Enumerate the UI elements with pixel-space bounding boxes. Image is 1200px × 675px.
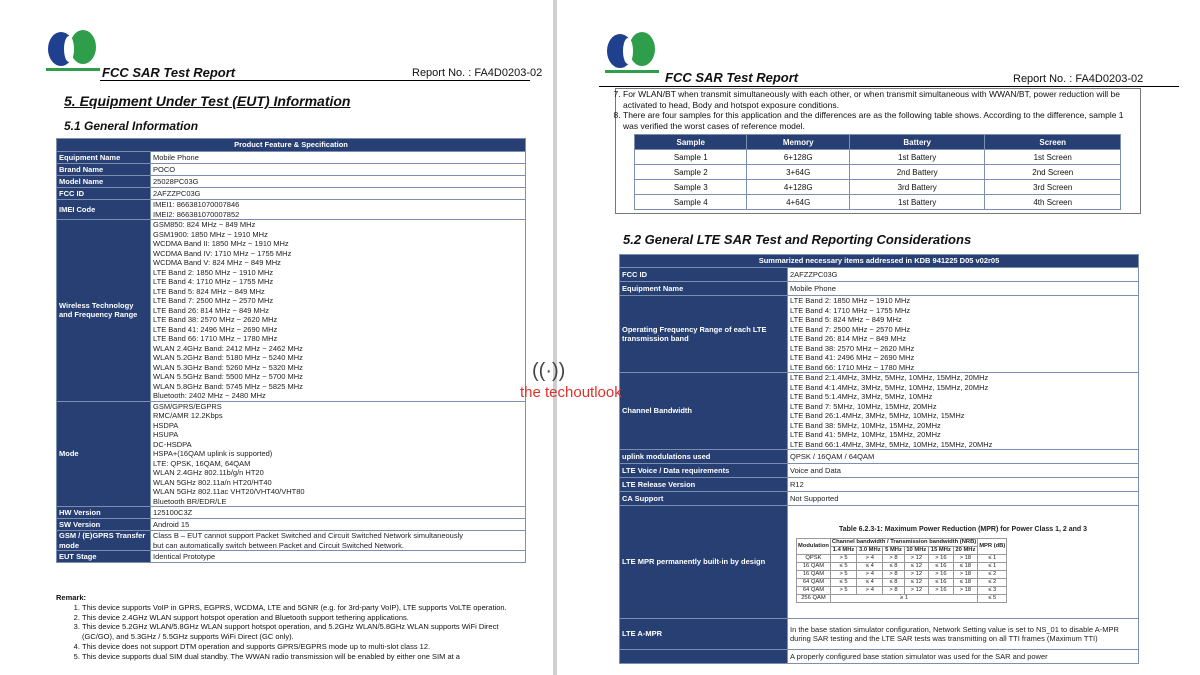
freq-line: LTE Band 4: 1710 MHz ~ 1755 MHz: [153, 277, 274, 286]
mpr-cell: 16 QAM: [797, 571, 831, 579]
freq-line: WCDMA Band V: 824 MHz ~ 849 MHz: [153, 258, 281, 267]
mpr-cell: 16 QAM: [797, 563, 831, 571]
mode-line: HSDPA: [153, 420, 179, 430]
signal-icon: ((·)): [532, 360, 566, 382]
row-key: SW Version: [57, 519, 151, 531]
row-key: Equipment Name: [620, 282, 788, 296]
row-key: LTE MPR permanently built-in by design: [620, 506, 788, 619]
mpr-cell: > 18: [953, 555, 978, 563]
mpr-cell: > 4: [857, 555, 883, 563]
mpr-cell: ≤ 5: [830, 579, 856, 587]
freq-line: WCDMA Band IV: 1710 MHz ~ 1755 MHz: [153, 248, 292, 258]
row-key: [620, 650, 788, 664]
cell: Sample 4: [635, 195, 747, 210]
remark-item: 2. This device 2.4GHz WLAN support hotspot operation and Bluetooth support tethering applications.: [82, 613, 526, 623]
bandwidth-line: LTE Band 26:1.4MHz, 3MHz, 5MHz, 10MHz, 15MHz: [790, 411, 965, 420]
col-header: Memory: [747, 135, 849, 150]
cell: 3+64G: [747, 165, 849, 180]
mpr-row: [797, 563, 1007, 571]
freq-line: LTE Band 66: 1710 MHz ~ 1780 MHz: [153, 334, 278, 343]
mpr-cell: > 8: [883, 587, 904, 595]
mpr-cell: ≤ 4: [857, 579, 883, 587]
bw-header: 1.4 MHz: [830, 547, 856, 555]
notes: [605, 89, 1137, 131]
row-key: Mode: [57, 401, 151, 507]
imei-values: [151, 200, 526, 220]
row-value: 2AFZZPC03G: [151, 188, 526, 200]
freq-line: LTE Band 26: 814 MHz ~ 849 MHz: [153, 305, 269, 315]
mpr-col-header: Channel bandwidth / Transmission bandwidth (NRB): [831, 539, 977, 546]
mpr-cell: > 16: [929, 555, 954, 563]
mpr-cell: 64 QAM: [797, 579, 831, 587]
freq-line: LTE Band 7: 2500 MHz ~ 2570 MHz: [153, 296, 274, 305]
row-value: In the base station simulator configuration, Network Setting value is set to NS_01 to disable A-MPR during SAR testing and the LTE SAR tests was transmitting on all TTI frames (Maximum TTI): [788, 619, 1139, 650]
mpr-cell: > 18: [953, 587, 978, 595]
mpr-cell: > 4: [857, 587, 883, 595]
freq-line: Bluetooth: 2402 MHz ~ 2480 MHz: [153, 391, 266, 400]
bandwidth-values: [788, 373, 1139, 450]
mpr-cell: ≤ 4: [857, 563, 883, 571]
cell: 1st Battery: [849, 195, 985, 210]
freq-line: LTE Band 38: 2570 MHz ~ 2620 MHz: [153, 315, 278, 324]
freq-line: LTE Band 5: 824 MHz ~ 849 MHz: [790, 315, 902, 324]
mpr-cell: ≤ 5: [978, 595, 1007, 603]
mode-line: Bluetooth BR/EDR/LE: [153, 496, 227, 506]
mpr-col-header: MPR (dB): [978, 539, 1007, 555]
col-header: Battery: [849, 135, 985, 150]
freq-line: LTE Band 41: 2496 MHz ~ 2690 MHz: [790, 353, 915, 362]
cell: 3rd Screen: [985, 180, 1121, 195]
table-title: Summarized necessary items addressed in KDB 941225 D05 v02r05: [620, 255, 1139, 268]
row-key: FCC ID: [57, 188, 151, 200]
mpr-cell: ≤ 2: [978, 579, 1007, 587]
mpr-cell: ≤ 8: [883, 579, 904, 587]
mpr-cell: > 16: [929, 571, 954, 579]
right-page: [557, 0, 1200, 675]
note-item: 7. For WLAN/BT when transmit simultaneously with each other, or when transmit simultaneous with WWAN/BT, power reduction will be activated to head, Body and hotspot exposure conditions.: [623, 89, 1137, 110]
row-key: EUT Stage: [57, 551, 151, 563]
bandwidth-line: LTE Band 5:1.4MHz, 3MHz, 5MHz, 10MHz: [790, 392, 933, 401]
mpr-row: [797, 587, 1007, 595]
freq-line: GSM1900: 1850 MHz ~ 1910 MHz: [153, 229, 268, 239]
bw-header: 20 MHz: [953, 547, 978, 555]
mode-line: GSM/GPRS/EGPRS: [153, 401, 222, 411]
cell: Sample 1: [635, 150, 747, 165]
watermark-text: the techoutlook: [520, 384, 622, 401]
mpr-row: [797, 595, 1007, 603]
bw-header: 15 MHz: [929, 547, 954, 555]
freq-line: LTE Band 38: 2570 MHz ~ 2620 MHz: [790, 343, 915, 353]
row-key: Brand Name: [57, 164, 151, 176]
cell: Sample 3: [635, 180, 747, 195]
row-value: Android 15: [151, 519, 526, 531]
mpr-cell: 256 QAM: [797, 595, 831, 603]
row-value: 2AFZZPC03G: [788, 268, 1139, 282]
mpr-cell: ≤ 5: [830, 563, 856, 571]
mode-line: LTE: QPSK, 16QAM, 64QAM: [153, 458, 251, 468]
bw-header: 3.0 MHz: [857, 547, 883, 555]
row-value: POCO: [151, 164, 526, 176]
section-title: 5.2 General LTE SAR Test and Reporting Considerations: [623, 232, 972, 247]
row-key: FCC ID: [620, 268, 788, 282]
mode-line: RMC/AMR 12.2Kbps: [153, 411, 223, 420]
mpr-row: [797, 571, 1007, 579]
row-key: IMEI Code: [57, 200, 151, 220]
mpr-cell: ≤ 3: [978, 587, 1007, 595]
row-value: Not Supported: [788, 492, 1139, 506]
mpr-cell: ≤ 8: [883, 563, 904, 571]
table-row: [635, 180, 1121, 195]
cell: 3rd Battery: [849, 180, 985, 195]
remark-item: 4. This device does not support DTM operation and supports GPRS/EGPRS mode up to multi-slot class 12.: [82, 642, 526, 652]
freq-line: WLAN 2.4GHz Band: 2412 MHz ~ 2462 MHz: [153, 343, 303, 353]
report-title: FCC SAR Test Report: [102, 65, 236, 80]
mpr-cell: ≤ 18: [953, 579, 978, 587]
imei-line: IMEI1: 866381070007846: [153, 200, 240, 209]
freq-line: WLAN 5.8GHz Band: 5745 MHz ~ 5825 MHz: [153, 381, 303, 391]
remark-item: 5. This device supports dual SIM dual standby. The WWAN radio transmission will be enabled by either one SIM at a: [82, 652, 526, 662]
lte-considerations-table: [619, 254, 1139, 664]
mpr-cell: > 5: [830, 587, 856, 595]
mpr-cell: 64 QAM: [797, 587, 831, 595]
report-number: Report No. : FA4D0203-02: [1013, 73, 1144, 85]
row-value: QPSK / 16QAM / 64QAM: [788, 450, 1139, 464]
cell: 4th Screen: [985, 195, 1121, 210]
mode-line: WLAN 5GHz 802.11a/n HT20/HT40: [153, 477, 272, 487]
mpr-cell: ≤ 1: [978, 555, 1007, 563]
imei-line: IMEI2: 866381070007852: [153, 209, 240, 219]
mode-line: HSPA+(16QAM uplink is supported): [153, 449, 273, 458]
mpr-cell: > 18: [953, 571, 978, 579]
cell: 6+128G: [747, 150, 849, 165]
mpr-cell: ≤ 12: [904, 579, 929, 587]
row-key: Model Name: [57, 176, 151, 188]
mpr-cell: [788, 506, 1139, 619]
row-key: Wireless Technology and Frequency Range: [57, 220, 151, 402]
report-number: Report No. : FA4D0203-02: [412, 67, 543, 79]
freq-line: LTE Band 2: 1850 MHz ~ 1910 MHz: [153, 267, 274, 277]
section-title: 5. Equipment Under Test (EUT) Information: [64, 93, 351, 109]
mpr-cell: ≤ 12: [904, 563, 929, 571]
remarks: [56, 593, 526, 662]
freq-line: LTE Band 2: 1850 MHz ~ 1910 MHz: [790, 296, 911, 305]
left-page: [0, 0, 553, 675]
freq-line: LTE Band 41: 2496 MHz ~ 2690 MHz: [153, 324, 278, 334]
mpr-row: [797, 579, 1007, 587]
table-row: [635, 165, 1121, 180]
mpr-cell: QPSK: [797, 555, 831, 563]
mpr-cell: > 12: [904, 571, 929, 579]
row-key: LTE Release Version: [620, 478, 788, 492]
header-rule: [599, 86, 1179, 87]
mode-values: [151, 401, 526, 507]
sample-table: [634, 134, 1121, 210]
mpr-cell: ≤ 2: [978, 571, 1007, 579]
product-spec-table: [56, 138, 526, 563]
bandwidth-line: LTE Band 41: 5MHz, 10MHz, 15MHz, 20MHz: [790, 430, 941, 439]
cell: 1st Screen: [985, 150, 1121, 165]
freq-range-values: [788, 296, 1139, 373]
mode-line: WLAN 5GHz 802.11ac VHT20/VHT40/VHT80: [153, 487, 305, 496]
row-value: 25028PC03G: [151, 176, 526, 188]
bandwidth-line: LTE Band 7: 5MHz, 10MHz, 15MHz, 20MHz: [790, 401, 937, 411]
report-title: FCC SAR Test Report: [665, 70, 799, 85]
row-key: CA Support: [620, 492, 788, 506]
row-value: Mobile Phone: [788, 282, 1139, 296]
mpr-cell: > 5: [830, 555, 856, 563]
mpr-cell: ≤ 1: [978, 563, 1007, 571]
bandwidth-line: LTE Band 4:1.4MHz, 3MHz, 5MHz, 10MHz, 15MHz, 20MHz: [790, 382, 989, 392]
bandwidth-line: LTE Band 38: 5MHz, 10MHz, 15MHz, 20MHz: [790, 420, 941, 430]
row-value: Identical Prototype: [151, 551, 526, 563]
wireless-values: [151, 220, 526, 402]
mpr-cell: ≤ 18: [953, 563, 978, 571]
gsm-mode-line: Class B – EUT cannot support Packet Switched and Circuit Switched Network simultaneously: [153, 531, 464, 540]
cell: 2nd Battery: [849, 165, 985, 180]
bandwidth-line: LTE Band 2:1.4MHz, 3MHz, 5MHz, 10MHz, 15MHz, 20MHz: [790, 373, 989, 382]
row-key: Equipment Name: [57, 152, 151, 164]
mpr-cell: > 12: [904, 555, 929, 563]
freq-line: WCDMA Band II: 1850 MHz ~ 1910 MHz: [153, 239, 289, 248]
row-value: A properly configured base station simulator was used for the SAR and power: [788, 650, 1139, 664]
cell: 4+128G: [747, 180, 849, 195]
row-key: uplink modulations used: [620, 450, 788, 464]
mpr-cell: ≤ 16: [929, 563, 954, 571]
remark-item: 3. This device 5.2GHz WLAN/5.8GHz WLAN support hotspot operation, and 5.2GHz WLAN/5.8GHz WLAN supports WiFi Direct (GC/GO), and 5.3GHz / 5.5GHz supports WiFi Direct (GC only).: [82, 622, 526, 642]
mpr-cell: ≤ 16: [929, 579, 954, 587]
mpr-cell: > 5: [830, 571, 856, 579]
freq-line: WLAN 5.3GHz Band: 5260 MHz ~ 5320 MHz: [153, 362, 303, 372]
table-row: [635, 150, 1121, 165]
col-header: Screen: [985, 135, 1121, 150]
row-key: LTE Voice / Data requirements: [620, 464, 788, 478]
cell: 2nd Screen: [985, 165, 1121, 180]
subsection-title: 5.1 General Information: [64, 119, 199, 133]
freq-line: LTE Band 66: 1710 MHz ~ 1780 MHz: [790, 362, 915, 372]
mpr-cell: > 8: [883, 571, 904, 579]
freq-line: LTE Band 26: 814 MHz ~ 849 MHz: [790, 334, 906, 343]
freq-line: LTE Band 5: 824 MHz ~ 849 MHz: [153, 286, 265, 296]
mpr-col-header: Modulation: [797, 539, 831, 555]
row-key: Channel Bandwidth: [620, 373, 788, 450]
mpr-cell: > 16: [929, 587, 954, 595]
remarks-title: Remark:: [56, 593, 87, 602]
row-value: 125100C3Z: [151, 507, 526, 519]
mpr-cell: > 12: [904, 587, 929, 595]
freq-line: GSM850: 824 MHz ~ 849 MHz: [153, 220, 256, 229]
cell: 4+64G: [747, 195, 849, 210]
mpr-cell: ≥ 1: [830, 595, 977, 603]
gsm-mode-line: but can automatically switch between Packet and Circuit Switched Network.: [153, 540, 404, 550]
row-value: Mobile Phone: [151, 152, 526, 164]
row-key: LTE A-MPR: [620, 619, 788, 650]
col-header: Sample: [635, 135, 747, 150]
note-item: 8. There are four samples for this application and the differences are as the following table shows. According to the difference, sample 1 was verified the worst cases of reference model.: [623, 110, 1137, 131]
header-rule: [100, 80, 530, 81]
freq-line: WLAN 5.5GHz Band: 5500 MHz ~ 5700 MHz: [153, 372, 303, 381]
bw-header: 5 MHz: [883, 547, 904, 555]
mpr-cell: > 4: [857, 571, 883, 579]
mpr-cell: > 8: [883, 555, 904, 563]
row-value: Voice and Data: [788, 464, 1139, 478]
table-row: [635, 195, 1121, 210]
mpr-table-wrap: [790, 525, 1136, 604]
mode-line: DC-HSDPA: [153, 439, 192, 449]
gsm-mode-values: [151, 531, 526, 551]
mpr-table: [796, 538, 1007, 603]
row-key: HW Version: [57, 507, 151, 519]
bw-header: 10 MHz: [904, 547, 929, 555]
mode-line: WLAN 2.4GHz 802.11b/g/n HT20: [153, 468, 264, 477]
table-title: Product Feature & Specification: [57, 139, 526, 152]
cell: Sample 2: [635, 165, 747, 180]
mpr-table-title: Table 6.2.3-1: Maximum Power Reduction (MPR) for Power Class 1, 2 and 3: [838, 525, 1088, 533]
freq-line: WLAN 5.2GHz Band: 5180 MHz ~ 5240 MHz: [153, 353, 303, 362]
bandwidth-line: LTE Band 66:1.4MHz, 3MHz, 5MHz, 10MHz, 15MHz, 20MHz: [790, 439, 993, 449]
mpr-row: [797, 555, 1007, 563]
company-logo: [46, 28, 100, 74]
freq-line: LTE Band 7: 2500 MHz ~ 2570 MHz: [790, 324, 911, 334]
row-key: GSM / (E)GPRS Transfer mode: [57, 531, 151, 551]
cell: 1st Battery: [849, 150, 985, 165]
freq-line: LTE Band 4: 1710 MHz ~ 1755 MHz: [790, 305, 911, 315]
row-key: Operating Frequency Range of each LTE transmission band: [620, 296, 788, 373]
company-logo: [605, 30, 659, 76]
watermark: [520, 360, 650, 420]
mode-line: HSUPA: [153, 430, 179, 439]
remark-item: 1. This device supports VoIP in GPRS, EGPRS, WCDMA, LTE and 5GNR (e.g. for 3rd-party VoIP), LTE supports VoLTE operation.: [82, 603, 526, 613]
row-value: R12: [788, 478, 1139, 492]
